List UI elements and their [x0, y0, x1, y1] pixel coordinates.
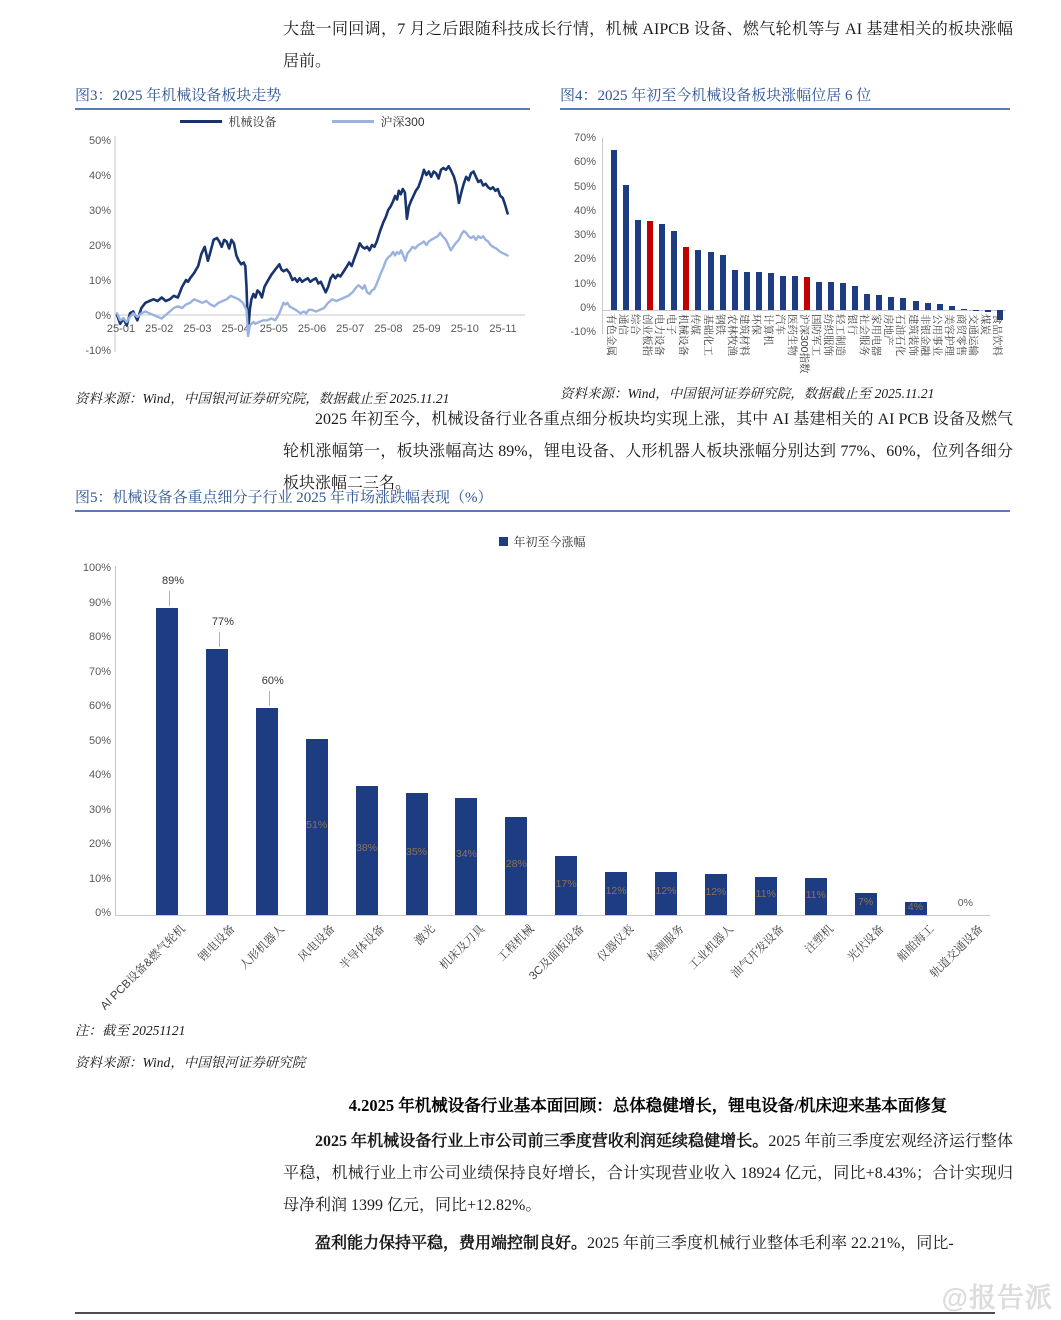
y-tick-label: 20%	[573, 253, 596, 266]
y-tick-label: 60%	[573, 156, 596, 169]
bar	[623, 185, 629, 310]
category-label: 机床及刀具	[437, 923, 488, 973]
figure4-title-rule	[560, 108, 1010, 110]
value-label: 28%	[505, 857, 527, 870]
intro-paragraph: 大盘一同回调，7 月之后跟随科技成长行情，机械 AIPCB 设备、燃气轮机等与 AI 基建相关的板块涨幅居前。	[283, 21, 1013, 70]
category-label: 人形机器人	[238, 923, 288, 973]
svg-text:10%: 10%	[88, 275, 111, 287]
category-label: 风电设备	[296, 923, 338, 965]
category-label: 沪深300指数	[798, 314, 810, 374]
bar	[840, 283, 846, 310]
category-label: 检测服务	[645, 923, 687, 965]
section-heading: 4.2025 年机械设备行业基本面回顾：总体稳健增长，锂电设备/机床迎来基本面修复	[348, 1096, 948, 1115]
category-label: 医药生物	[785, 314, 798, 356]
figure3-title-rule	[75, 108, 530, 110]
figure5-note: 注：截至 20251121	[75, 1023, 186, 1038]
svg-text:25-01: 25-01	[106, 323, 136, 335]
category-label: 油气开发设备	[729, 923, 787, 981]
figure4-title: 图4：2025 年初至今机械设备板块涨幅位居 6 位	[560, 88, 872, 104]
bar	[961, 309, 967, 310]
category-label: 综合	[629, 314, 642, 335]
category-label: 电力设备	[653, 314, 666, 356]
category-label: 3C及面板设备	[527, 923, 587, 983]
value-label: 34%	[455, 848, 477, 861]
bar	[647, 221, 653, 310]
value-label: 7%	[858, 895, 874, 908]
y-axis-line	[115, 566, 116, 915]
bar	[156, 608, 178, 915]
svg-text:30%: 30%	[88, 205, 111, 217]
category-label: 美容护理	[942, 314, 955, 356]
category-label: 通信	[617, 314, 630, 335]
figure3-source: 资料来源：Wind，中国银河证券研究院，数据截止至 2025.11.21	[75, 391, 450, 406]
bar	[828, 282, 834, 310]
category-label: 交通运输	[966, 314, 979, 356]
category-label: 房地产	[882, 314, 895, 346]
category-label: 船舶海工	[895, 923, 937, 965]
value-label: 51%	[306, 819, 328, 832]
y-tick-label: 30%	[573, 229, 596, 242]
profitability-paragraph	[283, 1228, 1013, 1260]
y-tick-label: 70%	[88, 665, 111, 678]
legend-label-csi300: 沪深300	[380, 114, 425, 129]
bar	[973, 310, 979, 311]
svg-text:25-04: 25-04	[221, 323, 250, 335]
category-label: 半导体设备	[338, 923, 388, 973]
category-label: 汽车	[773, 314, 786, 335]
value-label: 0%	[957, 897, 973, 909]
legend-label-machinery: 机械设备	[228, 114, 277, 129]
y-tick-label: 80%	[88, 631, 111, 643]
svg-text:50%: 50%	[88, 135, 111, 147]
y-tick-label: 40%	[88, 769, 111, 781]
bar	[876, 295, 882, 310]
value-label: 12%	[605, 885, 627, 898]
bar	[852, 286, 858, 310]
bar	[695, 250, 701, 310]
category-label: 仪器仪表	[595, 923, 637, 965]
svg-text:40%: 40%	[88, 170, 111, 182]
y-tick-label: 50%	[573, 180, 596, 193]
figure5-legend	[75, 532, 1010, 550]
bar	[864, 294, 870, 310]
category-label: 国防军工	[810, 314, 823, 356]
bar	[683, 247, 689, 310]
bar	[768, 273, 774, 310]
figure4-bar-chart	[560, 112, 1010, 376]
category-label: 家用电器	[870, 314, 883, 356]
category-label: 商贸零售	[954, 314, 967, 356]
svg-text:25-09: 25-09	[412, 323, 441, 335]
bar	[732, 270, 738, 310]
category-label: 注塑机	[803, 923, 837, 957]
value-label: 12%	[705, 886, 727, 899]
x-axis-line	[602, 310, 1006, 311]
series-line	[117, 231, 508, 336]
y-tick-label: 10%	[573, 277, 596, 290]
category-label: AI PCB设备&燃气轮机	[98, 923, 188, 1013]
category-label: 建筑装饰	[906, 314, 919, 356]
category-label: 石油石化	[894, 314, 907, 356]
y-tick-label: 10%	[88, 872, 111, 885]
figure3-title: 图3：2025 年机械设备板块走势	[75, 88, 282, 104]
bar	[816, 282, 822, 310]
value-label: 89%	[161, 574, 185, 587]
figure5-legend-item	[499, 533, 585, 550]
category-label: 农林牧渔	[725, 314, 738, 356]
bar	[708, 252, 714, 310]
category-label: 电子	[665, 314, 678, 335]
profitability-paragraph-lead: 盈利能力保持平稳，费用端控制良好。	[315, 1235, 588, 1252]
bar	[925, 303, 931, 310]
svg-text:25-11: 25-11	[489, 323, 517, 335]
category-label: 激光	[412, 923, 438, 948]
figure5-title-rule	[75, 510, 1010, 512]
category-label: 传媒	[689, 314, 702, 335]
category-label: 公用事业	[930, 314, 943, 356]
category-label: 食品饮料	[990, 314, 1003, 356]
value-label: 12%	[655, 885, 677, 898]
svg-text:20%: 20%	[88, 240, 111, 252]
bar	[744, 272, 750, 310]
legend-item-csi300	[332, 113, 424, 130]
svg-text:25-10: 25-10	[450, 323, 479, 335]
y-axis-line	[602, 138, 603, 334]
figure3-panel	[75, 86, 530, 407]
value-label: 4%	[907, 900, 924, 913]
bar	[888, 297, 894, 310]
category-label: 非银金融	[918, 314, 931, 356]
category-label: 环保	[749, 314, 762, 335]
bottom-divider	[75, 1312, 995, 1314]
y-tick-label: 60%	[88, 700, 111, 712]
figure3-legend	[75, 112, 530, 130]
bar	[913, 301, 919, 310]
profitability-paragraph-rest: 2025 年前三季度机械行业整体毛利率 22.21%，同比-	[587, 1235, 954, 1252]
figure5-title: 图5：机械设备各重点细分子行业 2025 年市场涨跌幅表现（%）	[75, 490, 493, 506]
category-label: 银行	[846, 314, 859, 335]
y-tick-label: 90%	[88, 596, 111, 609]
category-label: 计算机	[761, 314, 774, 346]
bar	[671, 231, 677, 310]
legend-square-icon	[499, 537, 508, 546]
svg-text:25-02: 25-02	[145, 323, 174, 335]
category-label: 煤炭	[978, 314, 991, 335]
value-label: 11%	[805, 888, 826, 901]
category-label: 社会服务	[858, 314, 871, 356]
y-tick-label: 40%	[573, 204, 596, 217]
figure4-source: 资料来源：Wind，中国银河证券研究院，数据截止至 2025.11.21	[560, 386, 935, 401]
bar	[720, 255, 726, 310]
category-label: 光伏设备	[845, 923, 887, 965]
svg-text:25-08: 25-08	[374, 323, 403, 335]
y-tick-label: 20%	[88, 838, 111, 850]
svg-text:-10%: -10%	[85, 345, 111, 357]
bar	[756, 272, 762, 310]
category-label: 钢铁	[713, 314, 726, 335]
svg-text:25-07: 25-07	[336, 323, 365, 335]
category-label: 机械设备	[677, 314, 690, 356]
y-tick-label: 0%	[580, 302, 596, 314]
bar	[611, 150, 617, 310]
fundamentals-paragraph-lead: 2025 年机械设备行业上市公司前三季度营收利润延续稳健增长。	[315, 1133, 769, 1150]
figure5-panel	[75, 488, 1010, 1071]
bar	[804, 277, 810, 310]
category-label: 工业机器人	[687, 923, 737, 973]
y-tick-label: 30%	[88, 803, 111, 816]
fundamentals-paragraph-rest: 2025 年前三季度宏观经济运行整体平稳，机械行业上市公司业绩保持良好增长，合计实现营业收入 18924 亿元，同比+8.43%；合计实现归母净利润 1399 亿元，同比+12.82%。	[283, 1133, 1013, 1214]
value-label: 38%	[356, 842, 378, 855]
svg-text:25-05: 25-05	[259, 323, 288, 335]
category-label: 有色金属	[605, 314, 618, 356]
svg-text:0%: 0%	[95, 310, 111, 322]
value-label: 77%	[211, 616, 234, 629]
figure5-bar-chart	[75, 514, 1010, 1019]
category-label: 建筑材料	[737, 314, 750, 356]
watermark: @报告派	[941, 1283, 1053, 1313]
bar	[659, 224, 665, 310]
value-label: 60%	[261, 675, 284, 687]
figure3-line-chart	[75, 130, 530, 376]
y-tick-label: 0%	[95, 907, 111, 919]
bar	[256, 708, 278, 915]
bar	[900, 298, 906, 310]
category-label: 轻工制造	[834, 314, 847, 356]
bar	[780, 276, 786, 310]
y-tick-label: -10%	[570, 326, 596, 339]
bar	[792, 276, 798, 310]
category-label: 纺织服饰	[822, 314, 835, 356]
label-leader-line	[169, 591, 170, 606]
value-label: 17%	[555, 877, 577, 890]
bar	[635, 220, 641, 310]
y-tick-label: 70%	[573, 131, 596, 144]
figure5-legend-label: 年初至今涨幅	[513, 534, 586, 549]
value-label: 35%	[405, 845, 427, 858]
legend-item-machinery	[180, 113, 276, 130]
y-tick-label: 100%	[82, 562, 111, 574]
category-label: 工程机械	[495, 923, 537, 965]
category-label: 基础化工	[701, 314, 714, 356]
category-label: 创业板指	[641, 314, 654, 356]
bar	[949, 306, 955, 310]
figure4-panel	[560, 86, 1010, 402]
x-axis-line	[115, 915, 990, 916]
category-label: 轨道交通设备	[928, 923, 987, 981]
y-tick-label: 50%	[88, 734, 111, 747]
category-label: 锂电设备	[196, 923, 238, 965]
svg-text:25-03: 25-03	[183, 323, 212, 335]
legend-line-light-icon	[332, 120, 374, 123]
mid-paragraph: 2025 年初至今，机械设备行业各重点细分板块均实现上涨，其中 AI 基建相关的 AI PCB 设备及燃气轮机涨幅第一，板块涨幅高达 89%，锂电设备、人形机器人板块涨幅分别达到 77%、60%，位列各细分板块涨幅二三名。	[283, 411, 1013, 492]
label-leader-line	[269, 691, 270, 706]
label-leader-line	[219, 632, 220, 647]
bar	[937, 304, 943, 310]
value-label: 11%	[755, 888, 776, 901]
figure5-source: 资料来源：Wind，中国银河证券研究院	[75, 1055, 306, 1070]
legend-line-dark-icon	[180, 120, 222, 123]
fundamentals-paragraph	[283, 1126, 1013, 1222]
bar	[985, 310, 991, 312]
bar	[206, 649, 228, 915]
svg-text:25-06: 25-06	[297, 323, 327, 335]
